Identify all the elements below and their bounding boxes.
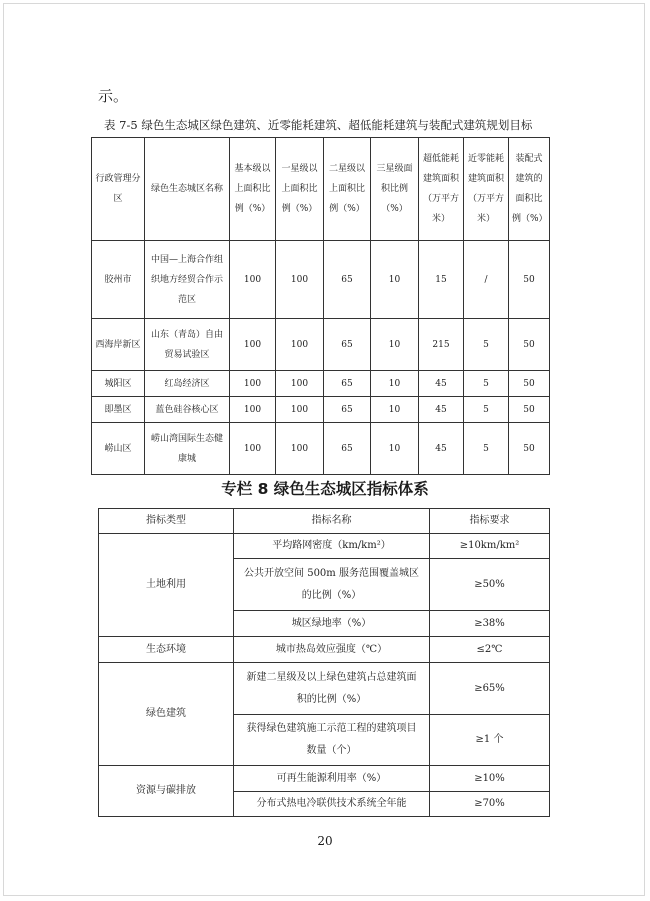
value-cell: 5: [464, 397, 509, 423]
value-cell: 50: [509, 397, 550, 423]
table-row: [92, 241, 550, 319]
value-cell: /: [464, 241, 509, 319]
category-cell: 绿色建筑: [99, 663, 234, 766]
value-cell: 100: [276, 371, 324, 397]
header-cell: 指标名称: [234, 509, 430, 534]
value-cell: 100: [230, 397, 276, 423]
table1-caption: 表 7-5 绿色生态城区绿色建筑、近零能耗建筑、超低能耗建筑与装配式建筑规划目标: [104, 118, 533, 132]
indicator-req-cell: ≥10%: [430, 766, 550, 792]
value-cell: 65: [324, 319, 371, 371]
zone-name-cell: 中国—上海合作组织地方经贸合作示范区: [145, 241, 230, 319]
value-cell: 65: [324, 423, 371, 475]
category-cell: 资源与碳排放: [99, 766, 234, 817]
district-cell: 西海岸新区: [92, 319, 145, 371]
value-cell: 215: [419, 319, 464, 371]
district-cell: 城阳区: [92, 371, 145, 397]
value-cell: 50: [509, 241, 550, 319]
value-cell: 100: [230, 319, 276, 371]
indicator-req-cell: ≥10km/km²: [430, 534, 550, 559]
value-cell: 5: [464, 423, 509, 475]
value-cell: 50: [509, 371, 550, 397]
header-cell: 指标类型: [99, 509, 234, 534]
header-cell: 超低能耗建筑面积（万平方米）: [419, 138, 464, 241]
header-cell: 绿色生态城区名称: [145, 138, 230, 241]
indicator-name-cell: 可再生能源利用率（%）: [234, 766, 430, 792]
indicator-req-cell: ≤2℃: [430, 637, 550, 663]
indicator-name-cell: 城区绿地率（%）: [234, 611, 430, 637]
indicator-name-cell: 新建二星级及以上绿色建筑占总建筑面积的比例（%）: [234, 663, 430, 715]
indicator-req-cell: ≥1 个: [430, 715, 550, 766]
header-cell: 一星级以上面积比例（%）: [276, 138, 324, 241]
category-cell: 土地利用: [99, 534, 234, 637]
value-cell: 100: [230, 371, 276, 397]
value-cell: 100: [276, 241, 324, 319]
value-cell: 10: [371, 423, 419, 475]
value-cell: 100: [276, 397, 324, 423]
header-cell: 三星级面积比例（%）: [371, 138, 419, 241]
header-cell: 基本级以上面积比例（%）: [230, 138, 276, 241]
header-cell: 装配式建筑的面积比例（%）: [509, 138, 550, 241]
table-row: [92, 319, 550, 371]
value-cell: 50: [509, 319, 550, 371]
zone-name-cell: 崂山湾国际生态健康城: [145, 423, 230, 475]
indicator-req-cell: ≥50%: [430, 559, 550, 611]
zone-name-cell: 山东（青岛）自由贸易试验区: [145, 319, 230, 371]
header-cell: 行政管理分区: [92, 138, 145, 241]
zone-name-cell: 蓝色硅谷核心区: [145, 397, 230, 423]
category-cell: 生态环境: [99, 637, 234, 663]
indicator-req-cell: ≥38%: [430, 611, 550, 637]
header-cell: 近零能耗建筑面积（万平方米）: [464, 138, 509, 241]
value-cell: 45: [419, 397, 464, 423]
table-row: [99, 766, 550, 792]
table-row: [99, 637, 550, 663]
value-cell: 10: [371, 241, 419, 319]
value-cell: 65: [324, 241, 371, 319]
zone-name-cell: 红岛经济区: [145, 371, 230, 397]
table-row: [99, 534, 550, 559]
table-row: [99, 663, 550, 715]
indicator-name-cell: 公共开放空间 500m 服务范围覆盖城区的比例（%）: [234, 559, 430, 611]
value-cell: 45: [419, 423, 464, 475]
value-cell: 65: [324, 371, 371, 397]
header-cell: 指标要求: [430, 509, 550, 534]
indicator-system-table: [98, 508, 550, 817]
indicator-req-cell: ≥70%: [430, 792, 550, 817]
value-cell: 100: [230, 423, 276, 475]
indicator-name-cell: 平均路网密度（km/km²）: [234, 534, 430, 559]
indicator-name-cell: 获得绿色建筑施工示范工程的建筑项目数量（个）: [234, 715, 430, 766]
district-cell: 胶州市: [92, 241, 145, 319]
table-row: [92, 423, 550, 475]
header-cell: 二星级以上面积比例（%）: [324, 138, 371, 241]
value-cell: 10: [371, 371, 419, 397]
district-cell: 崂山区: [92, 423, 145, 475]
value-cell: 100: [276, 423, 324, 475]
page-number: 20: [317, 834, 333, 848]
value-cell: 5: [464, 319, 509, 371]
value-cell: 10: [371, 397, 419, 423]
table-row: [92, 371, 550, 397]
value-cell: 65: [324, 397, 371, 423]
planning-targets-table: [91, 137, 550, 475]
value-cell: 100: [276, 319, 324, 371]
indicator-name-cell: 城市热岛效应强度（℃）: [234, 637, 430, 663]
value-cell: 100: [230, 241, 276, 319]
value-cell: 5: [464, 371, 509, 397]
table-row: [92, 397, 550, 423]
value-cell: 45: [419, 371, 464, 397]
value-cell: 50: [509, 423, 550, 475]
value-cell: 10: [371, 319, 419, 371]
value-cell: 15: [419, 241, 464, 319]
lead-text: 示。: [98, 87, 129, 105]
table2-caption: 专栏 8 绿色生态城区指标体系: [221, 480, 429, 498]
indicator-req-cell: ≥65%: [430, 663, 550, 715]
indicator-name-cell: 分布式热电冷联供技术系统全年能: [234, 792, 430, 817]
district-cell: 即墨区: [92, 397, 145, 423]
